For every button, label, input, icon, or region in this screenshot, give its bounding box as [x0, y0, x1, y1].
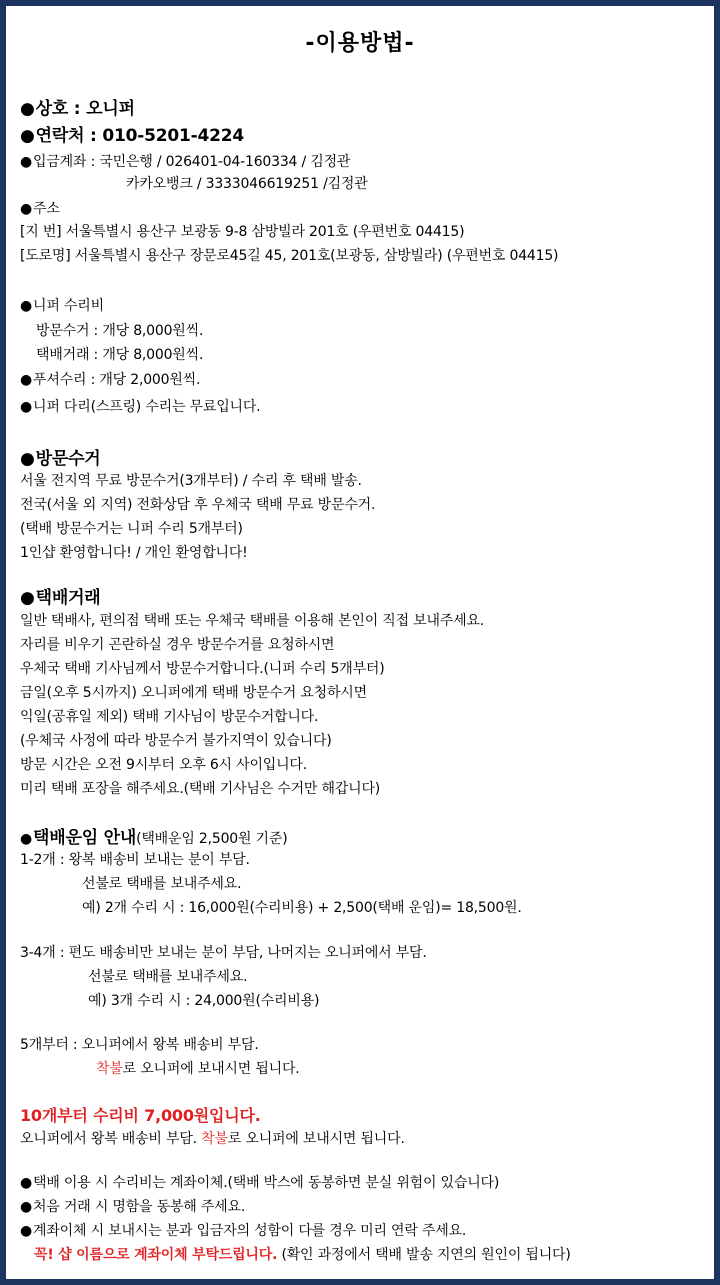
note-4: 꼭! 샵 이름으로 계좌이체 부탁드립니다. (확인 과정에서 택배 발송 지연의 원인이 됩니다) [34, 1247, 571, 1263]
pricing-heading: ●니퍼 수리비 [20, 298, 104, 314]
bullet-icon: ● [20, 449, 35, 469]
shipping-heading: ●택배운임 안내(택배운임 2,500원 기준) [20, 828, 288, 848]
shipping-g2-line2: 선불로 택배를 보내주세요. [88, 969, 248, 985]
price-visit: 방문수거 : 개당 8,000원씩. [36, 323, 204, 339]
price-courier: 택배거래 : 개당 8,000원씩. [36, 347, 204, 363]
shipping-g1-line3: 예) 2개 수리 시 : 16,000원(수리비용) + 2,500(택배 운임)= 18,500원. [82, 900, 522, 916]
shop-contact: ●연락처 : 010-5201-4224 [20, 126, 244, 146]
note-2: ●처음 거래 시 명함을 동봉해 주세요. [20, 1199, 246, 1215]
shipping-g3-line1: 5개부터 : 오니퍼에서 왕복 배송비 부담. [20, 1037, 259, 1053]
visit-line: 1인샵 환영합니다! / 개인 환영합니다! [20, 545, 248, 561]
price-pusher: ●푸셔수리 : 개당 2,000원씩. [20, 372, 201, 388]
bullet-icon: ● [20, 99, 35, 119]
address-heading: ●주소 [20, 201, 60, 217]
bullet-icon: ● [20, 372, 33, 388]
bulk-price-highlight: 10개부터 수리비 7,000원입니다. [20, 1106, 261, 1125]
visit-line: 서울 전지역 무료 방문수거(3개부터) / 수리 후 택배 발송. [20, 473, 362, 489]
courier-line: 자리를 비우기 곤란하실 경우 방문수거를 요청하시면 [20, 637, 335, 653]
shipping-g1-line2: 선불로 택배를 보내주세요. [82, 876, 242, 892]
bullet-icon: ● [20, 1175, 33, 1191]
visit-pickup-heading: ●방문수거 [20, 449, 101, 469]
shipping-g2-line3: 예) 3개 수리 시 : 24,000원(수리비용) [88, 993, 320, 1009]
bullet-icon: ● [20, 126, 35, 146]
bullet-icon: ● [20, 1223, 33, 1239]
courier-line: (우체국 사정에 따라 방문수거 불가지역이 있습니다) [20, 733, 332, 749]
address-jibun: [지 번] 서울특별시 용산구 보광동 9-8 삼방빌라 201호 (우편번호 04415) [20, 224, 465, 240]
bulk-shipping-line: 오니퍼에서 왕복 배송비 부담. 착불로 오니퍼에 보내시면 됩니다. [20, 1131, 405, 1147]
bank-account-1: ●입금계좌 : 국민은행 / 026401-04-160334 / 김정관 [20, 154, 351, 170]
note-3: ●계좌이체 시 보내시는 분과 입금자의 성함이 다를 경우 미리 연락 주세요. [20, 1223, 467, 1239]
courier-line: 미리 택배 포장을 해주세요.(택배 기사님은 수거만 해갑니다) [20, 781, 381, 797]
bullet-icon: ● [20, 399, 33, 415]
visit-line: (택배 방문수거는 니퍼 수리 5개부터) [20, 521, 243, 537]
page-title: -이용방법- [305, 31, 415, 56]
bullet-icon: ● [20, 1199, 33, 1215]
courier-line: 방문 시간은 오전 9시부터 오후 6시 사이입니다. [20, 757, 307, 773]
address-road: [도로명] 서울특별시 용산구 장문로45길 45, 201호(보광동, 삼방빌라) (우편번호 04415) [20, 248, 559, 264]
courier-line: 익일(공휴일 제외) 택배 기사님이 방문수거합니다. [20, 709, 319, 725]
bullet-icon: ● [20, 831, 33, 847]
visit-line: 전국(서울 외 지역) 전화상담 후 우체국 택배 무료 방문수거. [20, 497, 376, 513]
courier-heading: ●택배거래 [20, 588, 101, 608]
bullet-icon: ● [20, 201, 33, 217]
courier-line: 우체국 택배 기사님께서 방문수거합니다.(니퍼 수리 5개부터) [20, 661, 385, 677]
note-1: ●택배 이용 시 수리비는 계좌이체.(택배 박스에 동봉하면 분실 위험이 있습니다) [20, 1175, 500, 1191]
bank-account-2: 카카오뱅크 / 3333046619251 /김정관 [126, 176, 368, 192]
shipping-g1-line1: 1-2개 : 왕복 배송비 보내는 분이 부담. [20, 852, 250, 868]
courier-line: 일반 택배사, 편의점 택배 또는 우체국 택배를 이용해 본인이 직접 보내주세요. [20, 613, 485, 629]
bullet-icon: ● [20, 154, 33, 170]
price-spring: ●니퍼 다리(스프링) 수리는 무료입니다. [20, 399, 261, 415]
shipping-g2-line1: 3-4개 : 편도 배송비만 보내는 분이 부담, 나머지는 오니퍼에서 부담. [20, 945, 427, 961]
shop-name: ●상호 : 오니퍼 [20, 99, 135, 119]
shipping-g3-line2: 착불로 오니퍼에 보내시면 됩니다. [96, 1061, 300, 1077]
courier-line: 금일(오후 5시까지) 오니퍼에게 택배 방문수거 요청하시면 [20, 685, 367, 701]
bullet-icon: ● [20, 588, 35, 608]
bullet-icon: ● [20, 298, 33, 314]
